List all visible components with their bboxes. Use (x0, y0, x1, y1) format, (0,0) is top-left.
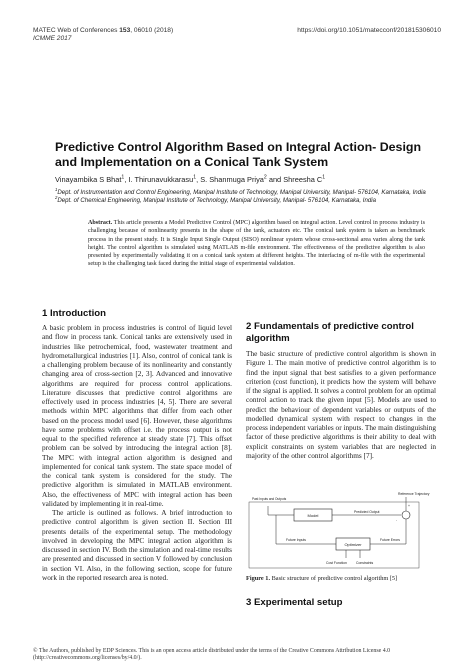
author-separator: , (196, 175, 201, 184)
author-4-name: Shreesha C (283, 175, 323, 184)
figure-caption-label: Figure 1. (246, 575, 271, 582)
intro-paragraph-1: A basic problem in process industries is control of liquid level and flow in process tank. Conical tanks are extensively used in industries like petrochemical, food, wastewater treatment and hydrometallurgical industries [1]. Also, control of conical tank is a challenging problem because of its nonlinearity and constantly changing area of cross-section [2, 3]. Advanced and innovative algorithms are required for process control applications. Literature discusses that predictive control algorithms are effectively used in process industries [4, 5]. There are several methods within MPC algorithms that differ from each other based on the process model used [6]. However, these algorithms have some problems with offset i.e. the process output is not equal to the specified reference at steady state [7]. This offset problem can be solved by introducing the integral action [8]. The MPC with integral action algorithm is designed and implemented for conical tank system. The state space model of the conical tank system is considered for the study. The predictive algorithm is simulated in MATLAB environment. Also, the effectiveness of MPC with integral action has been validated by implementing it in real-time. (42, 323, 232, 508)
author-3-name: S. Shanmuga Priya (200, 175, 264, 184)
journal-suffix: , 06010 (2018) (130, 27, 174, 34)
author-1-name: Vinayambika S Bhat (55, 175, 122, 184)
reference-trajectory-label: Reference Trajectory (398, 492, 430, 496)
future-inputs-label: Future Inputs (286, 538, 306, 542)
section-3-heading: 3 Experimental setup (246, 597, 343, 608)
minus-sign: - (396, 518, 398, 522)
figure-caption-text: Basic structure of predictive control algorithm [5] (270, 575, 398, 582)
author-4-sup: 1 (322, 174, 326, 181)
abstract (88, 219, 425, 269)
author-1-sup: 1 (121, 174, 125, 181)
constraints-label: Constraints (356, 561, 374, 565)
affiliation-2 (55, 194, 430, 205)
affiliation-1-text: Dept. of Instrumentation and Control Engineering, Manipal Institute of Technology, Manipal University, Manipal- 576104, Karnataka, India (57, 189, 426, 196)
journal-volume: 153 (119, 27, 131, 34)
cost-function-label: Cost Function (326, 561, 347, 565)
author-list (55, 175, 425, 184)
figure-1 (246, 488, 436, 570)
author-3 (200, 175, 267, 184)
author-2-name: I. Thirunavukkarasu (128, 175, 194, 184)
author-2-sup: 1 (193, 174, 197, 181)
figure-1-caption (246, 575, 436, 583)
affiliation-1-sup: 1 (55, 186, 58, 192)
paper-title: Predictive Control Algorithm Based on Integral Action- Design and Implementation on a Conical Tank System (55, 140, 422, 169)
journal-header (33, 27, 273, 43)
author-separator: , (124, 175, 129, 184)
doi-link[interactable]: https://doi.org/10.1051/matecconf/201815306010 (297, 27, 441, 34)
affiliations (55, 186, 430, 204)
copyright-footer: © The Authors, published by EDP Sciences. This is an open access article distributed under the terms of the Creative Commons Attribution License 4.0 (http://creativecommons.org/licenses/by/4.0/). (33, 648, 391, 662)
past-inputs-label: Past Inputs and Outputs (252, 497, 287, 501)
author-1 (55, 175, 124, 184)
plus-sign: + (408, 504, 410, 508)
section-1-body (42, 323, 232, 582)
author-2 (128, 175, 196, 184)
model-label: Model (307, 513, 319, 518)
conference-name: ICMME 2017 (33, 35, 72, 42)
journal-citation (33, 27, 273, 35)
section-1-heading: 1 Introduction (42, 308, 106, 319)
abstract-text: This article presents a Model Predictive Control (MPC) algorithm based on integral action. Level control in process industry is challenging because of nonlinearity presents in the shape of the tank, actuators etc. The conical tank system is taken as benchmark process in the present study. It is Single Input Single Output (SISO) nonlinear system whose cross-sectional area varies along the tank height. The control algorithm is simulated using MATLAB m-file environment. The effectiveness of the predictive algorithm is also presented by experimentally validating it on a conical tank system at different heights. The interfacing of m-file with the experimental setup is the challenging task faced during the initial stage of experimental validation. (88, 220, 425, 268)
predictive-control-diagram (246, 488, 436, 570)
abstract-label: Abstract. (88, 220, 113, 226)
future-errors-label: Future Errors (380, 538, 400, 542)
affiliation-1 (55, 186, 430, 197)
fund-paragraph-1: The basic structure of predictive control algorithm is shown in Figure 1. The main motive of predictive control algorithm is to find the input signal that best satisfies to a given performance criterion (cost function), it predicts how the system will behave if the signal is applied. It solves a control problem for an optimal control action to track the given input [5]. Models are used to predict the behaviour of dependent variables or outputs of the modelled dynamical system with respect to changes in the process independent variables or inputs. The main distinguishing factor of these predictive algorithms is their ability to deal with explicit constraints on system variables that are neglected in majority of the other control algorithms [7]. (246, 349, 436, 460)
summing-junction (402, 511, 410, 519)
author-last-separator: and (266, 175, 284, 184)
section-2-heading: 2 Fundamentals of predictive control algorithm (246, 321, 414, 344)
journal-prefix: MATEC Web of Conferences (33, 27, 120, 34)
author-4 (283, 175, 325, 184)
author-3-sup: 2 (263, 174, 267, 181)
predicted-output-label: Predicted Output (354, 510, 380, 514)
affiliation-2-text: Dept. of Chemical Engineering, Manipal Institute of Technology, Manipal University, Manipal- 576104, Karnataka, India (57, 196, 377, 204)
affiliation-2-sup: 2 (55, 194, 58, 200)
section-2-body (246, 349, 436, 460)
optimizer-label: Optimizer (344, 542, 362, 547)
diagram-frame (249, 502, 419, 568)
intro-paragraph-2: The article is outlined as follows. A brief introduction to predictive control algorithm is given section II. Section III presents details of the experimental setup. The methodology involved in developing the MPC integral action algorithm is discussed in section IV. Both the simulation and real-time results are presented and discussed in section V followed by conclusion in section VI. Also, in the following section, scope for future work in the reported research area is noted. (42, 508, 232, 582)
